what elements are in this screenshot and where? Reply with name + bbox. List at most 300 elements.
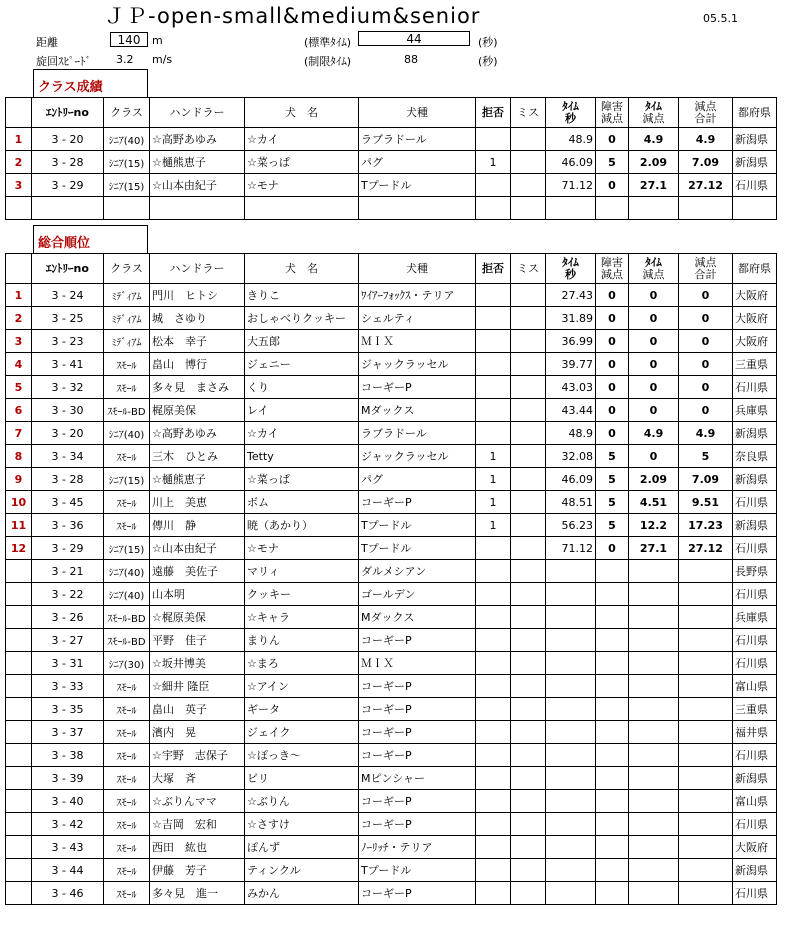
table-cell: Tプードル xyxy=(359,859,476,882)
table-row xyxy=(6,197,777,220)
table-cell: 3 - 27 xyxy=(32,629,104,652)
table-cell: 石川県 xyxy=(733,652,777,675)
table-cell xyxy=(476,698,511,721)
table-cell xyxy=(476,606,511,629)
table-cell: ☆坂井博美 xyxy=(150,652,245,675)
table-row xyxy=(6,284,777,307)
table-cell: 3 - 30 xyxy=(32,399,104,422)
table-cell: 3 - 22 xyxy=(32,583,104,606)
table-cell: 石川県 xyxy=(733,629,777,652)
table-cell: 3 - 42 xyxy=(32,813,104,836)
table-cell: ｽﾓｰﾙ xyxy=(104,353,150,376)
table-cell: 1 xyxy=(476,514,511,537)
table-cell: ビリ xyxy=(245,767,359,790)
table-cell xyxy=(476,629,511,652)
table-cell: 城 さゆり xyxy=(150,307,245,330)
column-header xyxy=(511,254,546,284)
table-cell: ｽﾓｰﾙ xyxy=(104,859,150,882)
table-cell xyxy=(511,721,546,744)
table-cell xyxy=(546,560,596,583)
column-header xyxy=(546,98,596,128)
table-cell xyxy=(476,330,511,353)
table-cell: 石川県 xyxy=(733,744,777,767)
table-cell: 三木 ひとみ xyxy=(150,445,245,468)
column-header xyxy=(511,98,546,128)
table-cell: 3 - 36 xyxy=(32,514,104,537)
table-cell xyxy=(596,197,629,220)
column-header-label: 拒否 xyxy=(482,105,504,119)
std-time-value: 44 xyxy=(358,31,470,46)
table-cell xyxy=(629,583,679,606)
table-cell: 0 xyxy=(629,307,679,330)
table-cell xyxy=(6,629,32,652)
table-cell: ☆モナ xyxy=(245,174,359,197)
table-cell: ＭＩＸ xyxy=(359,330,476,353)
column-header xyxy=(733,98,777,128)
table-cell: 3 - 23 xyxy=(32,330,104,353)
table-cell xyxy=(6,606,32,629)
table-cell xyxy=(511,698,546,721)
table-cell: 9.51 xyxy=(679,491,733,514)
table-row xyxy=(6,744,777,767)
column-header-label: 減点 xyxy=(601,111,623,125)
table-cell: ☆樋熊恵子 xyxy=(150,468,245,491)
table-cell: ｽﾓｰﾙ xyxy=(104,698,150,721)
table-row xyxy=(6,491,777,514)
column-header-label: ｴﾝﾄﾘｰno xyxy=(46,261,89,275)
table-cell: 43.44 xyxy=(546,399,596,422)
table-cell: ｼﾆｱ(40) xyxy=(104,583,150,606)
table-cell xyxy=(679,606,733,629)
table-cell: 福井県 xyxy=(733,721,777,744)
table-cell xyxy=(629,790,679,813)
table-cell: 3 - 20 xyxy=(32,128,104,151)
table-cell xyxy=(476,284,511,307)
table-cell: 門川 ヒトシ xyxy=(150,284,245,307)
table-cell xyxy=(6,675,32,698)
table-row xyxy=(6,859,777,882)
table-cell xyxy=(150,197,245,220)
column-header-label: 減点 xyxy=(694,99,717,113)
column-header-label: 都府県 xyxy=(738,105,771,119)
table-cell: 0 xyxy=(596,376,629,399)
table-cell: コーギーP xyxy=(359,744,476,767)
table-cell xyxy=(511,583,546,606)
column-header-label: ﾀｲﾑ xyxy=(645,99,662,113)
table-cell xyxy=(629,675,679,698)
table-cell: 1 xyxy=(476,468,511,491)
table-cell xyxy=(511,422,546,445)
table-cell: 3 - 37 xyxy=(32,721,104,744)
table-cell: ｼﾆｱ(15) xyxy=(104,151,150,174)
table-cell: 3 - 29 xyxy=(32,537,104,560)
table-cell xyxy=(679,767,733,790)
table-cell xyxy=(679,629,733,652)
table-cell: ☆菜っぱ xyxy=(245,468,359,491)
table-row xyxy=(6,675,777,698)
table-cell: 畠山 博行 xyxy=(150,353,245,376)
table-cell: 43.03 xyxy=(546,376,596,399)
table-cell: 三重県 xyxy=(733,698,777,721)
table-cell: 3 - 31 xyxy=(32,652,104,675)
column-header-label: 障害 xyxy=(601,255,623,269)
table-cell: 7.09 xyxy=(679,468,733,491)
table-cell: ｼﾆｱ(30) xyxy=(104,652,150,675)
table-cell: 大阪府 xyxy=(733,284,777,307)
distance-label: 距離 xyxy=(36,36,58,49)
table-cell: 3 - 32 xyxy=(32,376,104,399)
table-cell: ☆山本由紀子 xyxy=(150,537,245,560)
table-cell: ☆菜っぱ xyxy=(245,151,359,174)
table-cell: 3 - 35 xyxy=(32,698,104,721)
table-cell: 西田 紘也 xyxy=(150,836,245,859)
table-cell xyxy=(6,790,32,813)
column-header-label: ハンドラー xyxy=(169,105,225,119)
table-cell xyxy=(546,606,596,629)
table-cell: 1 xyxy=(476,151,511,174)
table-row xyxy=(6,445,777,468)
std-time-label: (標準ﾀｲﾑ) xyxy=(304,36,352,49)
column-header-label: ハンドラー xyxy=(169,261,225,275)
table-cell: 2 xyxy=(6,307,32,330)
table-cell xyxy=(476,882,511,905)
table-cell: コーギーP xyxy=(359,698,476,721)
table-cell xyxy=(596,675,629,698)
table-cell xyxy=(511,514,546,537)
table-cell xyxy=(679,790,733,813)
column-header-label: 減点 xyxy=(601,267,623,281)
column-header xyxy=(245,98,359,128)
table-cell xyxy=(476,353,511,376)
table-cell: 3 - 25 xyxy=(32,307,104,330)
table-cell: ｽﾓｰﾙ xyxy=(104,675,150,698)
column-header xyxy=(150,254,245,284)
table-cell: 梶原美保 xyxy=(150,399,245,422)
table-cell xyxy=(596,882,629,905)
table-row xyxy=(6,151,777,174)
table-cell xyxy=(511,744,546,767)
table-cell: パグ xyxy=(359,468,476,491)
table-cell: 0 xyxy=(629,330,679,353)
table-cell: 0 xyxy=(679,353,733,376)
table-cell xyxy=(546,197,596,220)
table-cell: 3 - 21 xyxy=(32,560,104,583)
column-header xyxy=(596,98,629,128)
table-row xyxy=(6,330,777,353)
table-cell: ﾉｰﾘｯﾁ・テリア xyxy=(359,836,476,859)
table-cell: くり xyxy=(245,376,359,399)
table-cell: 46.09 xyxy=(546,468,596,491)
table-cell: 石川県 xyxy=(733,376,777,399)
table-row xyxy=(6,790,777,813)
column-header xyxy=(476,254,511,284)
table-cell xyxy=(511,376,546,399)
column-header-label: 秒 xyxy=(565,267,576,281)
column-header xyxy=(476,98,511,128)
table-cell xyxy=(679,836,733,859)
table-cell xyxy=(511,399,546,422)
column-header-label: 合計 xyxy=(694,111,717,125)
table-cell xyxy=(546,767,596,790)
column-header-label: クラス xyxy=(110,261,143,275)
table-cell xyxy=(511,330,546,353)
table-header-row xyxy=(6,98,777,128)
table-cell xyxy=(511,836,546,859)
table-row xyxy=(6,813,777,836)
class-section-title: クラス成績 xyxy=(33,69,148,97)
table-cell xyxy=(596,698,629,721)
table-cell: ｼﾆｱ(15) xyxy=(104,174,150,197)
table-cell: 新潟県 xyxy=(733,767,777,790)
table-cell: 3 - 40 xyxy=(32,790,104,813)
table-cell xyxy=(679,721,733,744)
table-cell: ﾜｲｱｰﾌｫｯｸｽ・テリア xyxy=(359,284,476,307)
table-cell: 傳川 静 xyxy=(150,514,245,537)
table-cell: 48.9 xyxy=(546,128,596,151)
column-header-label: 障害 xyxy=(601,99,623,113)
table-cell: 石川県 xyxy=(733,813,777,836)
column-header xyxy=(6,254,32,284)
table-cell: ☆樋熊恵子 xyxy=(150,151,245,174)
table-cell: シェルティ xyxy=(359,307,476,330)
table-row xyxy=(6,721,777,744)
overall-ranking-table xyxy=(5,253,777,905)
table-cell: ☆梶原美保 xyxy=(150,606,245,629)
table-cell: 39.77 xyxy=(546,353,596,376)
table-cell: 3 - 26 xyxy=(32,606,104,629)
table-cell: 12.2 xyxy=(629,514,679,537)
table-cell xyxy=(596,836,629,859)
table-cell xyxy=(629,882,679,905)
table-cell xyxy=(476,128,511,151)
table-cell: 6 xyxy=(6,399,32,422)
table-cell xyxy=(511,882,546,905)
limit-time-unit: (秒) xyxy=(478,55,498,68)
table-cell xyxy=(104,197,150,220)
column-header xyxy=(679,98,733,128)
table-cell xyxy=(546,744,596,767)
column-header xyxy=(32,98,104,128)
table-cell xyxy=(6,813,32,836)
table-cell xyxy=(359,197,476,220)
table-cell xyxy=(546,675,596,698)
column-header-label: 秒 xyxy=(565,111,576,125)
table-cell: 大阪府 xyxy=(733,307,777,330)
table-cell xyxy=(679,675,733,698)
table-cell: 31.89 xyxy=(546,307,596,330)
table-cell: レイ xyxy=(245,399,359,422)
table-header-row xyxy=(6,254,777,284)
table-cell: 10 xyxy=(6,491,32,514)
table-cell xyxy=(596,790,629,813)
table-cell xyxy=(476,399,511,422)
table-cell xyxy=(629,629,679,652)
table-cell xyxy=(679,698,733,721)
table-cell xyxy=(476,859,511,882)
table-cell xyxy=(6,859,32,882)
table-cell xyxy=(629,197,679,220)
table-cell xyxy=(511,174,546,197)
column-header-label: 犬種 xyxy=(406,261,428,275)
table-cell xyxy=(476,197,511,220)
table-cell: 3 - 29 xyxy=(32,174,104,197)
table-cell: マリィ xyxy=(245,560,359,583)
table-cell: 0 xyxy=(596,128,629,151)
column-header xyxy=(733,254,777,284)
table-cell: 3 - 28 xyxy=(32,151,104,174)
table-cell xyxy=(546,721,596,744)
column-header-label: 減点 xyxy=(642,267,665,281)
table-row xyxy=(6,376,777,399)
table-cell: Mピンシャー xyxy=(359,767,476,790)
table-cell: 2 xyxy=(6,151,32,174)
table-row xyxy=(6,560,777,583)
table-cell: 0 xyxy=(679,284,733,307)
distance-value: 140 xyxy=(110,32,148,47)
table-row xyxy=(6,882,777,905)
table-cell xyxy=(679,813,733,836)
table-cell: 3 - 20 xyxy=(32,422,104,445)
table-cell: 富山県 xyxy=(733,675,777,698)
table-cell: ☆ぶりん xyxy=(245,790,359,813)
table-cell: クッキー xyxy=(245,583,359,606)
table-cell: 4.9 xyxy=(629,422,679,445)
table-cell: 2.09 xyxy=(629,468,679,491)
table-cell xyxy=(546,859,596,882)
table-cell: ＭＩＸ xyxy=(359,652,476,675)
table-row xyxy=(6,174,777,197)
table-cell: 56.23 xyxy=(546,514,596,537)
table-cell: ☆カイ xyxy=(245,128,359,151)
table-cell: 11 xyxy=(6,514,32,537)
table-cell: 兵庫県 xyxy=(733,606,777,629)
table-cell: ｽﾓｰﾙ xyxy=(104,445,150,468)
table-cell: 暁（あかり） xyxy=(245,514,359,537)
table-cell xyxy=(476,790,511,813)
table-cell: ｼﾆｱ(40) xyxy=(104,560,150,583)
column-header xyxy=(32,254,104,284)
table-cell: 71.12 xyxy=(546,537,596,560)
table-cell: 3 xyxy=(6,174,32,197)
table-cell: ｽﾓｰﾙ xyxy=(104,744,150,767)
table-cell: ダルメシアン xyxy=(359,560,476,583)
table-cell: 石川県 xyxy=(733,583,777,606)
table-cell: 3 xyxy=(6,330,32,353)
table-cell xyxy=(476,583,511,606)
table-cell xyxy=(511,537,546,560)
table-cell: 川上 美恵 xyxy=(150,491,245,514)
column-header-label: 犬 名 xyxy=(285,261,318,275)
table-cell xyxy=(596,583,629,606)
table-cell xyxy=(679,197,733,220)
table-cell: 山本明 xyxy=(150,583,245,606)
table-cell: 5 xyxy=(6,376,32,399)
table-cell: 0 xyxy=(629,353,679,376)
table-cell: 3 - 44 xyxy=(32,859,104,882)
table-cell: 0 xyxy=(596,399,629,422)
limit-time-value: 88 xyxy=(404,53,418,66)
table-cell xyxy=(511,151,546,174)
table-cell xyxy=(546,583,596,606)
table-cell: ｽﾓｰﾙ xyxy=(104,813,150,836)
table-cell xyxy=(679,560,733,583)
table-cell: ｽﾓｰﾙ xyxy=(104,790,150,813)
table-cell xyxy=(629,859,679,882)
column-header-label: 犬 名 xyxy=(285,105,318,119)
table-cell: 濱内 晃 xyxy=(150,721,245,744)
table-cell: 36.99 xyxy=(546,330,596,353)
table-cell xyxy=(476,652,511,675)
table-cell: ラブラドール xyxy=(359,128,476,151)
table-cell: ☆キャラ xyxy=(245,606,359,629)
column-header xyxy=(546,254,596,284)
table-cell xyxy=(6,652,32,675)
table-cell: 71.12 xyxy=(546,174,596,197)
table-cell: 27.1 xyxy=(629,174,679,197)
table-cell: 新潟県 xyxy=(733,859,777,882)
table-cell: パグ xyxy=(359,151,476,174)
table-cell: ｼﾆｱ(15) xyxy=(104,537,150,560)
table-cell xyxy=(511,629,546,652)
table-cell: 長野県 xyxy=(733,560,777,583)
table-cell xyxy=(629,744,679,767)
table-cell xyxy=(511,767,546,790)
table-cell: ｼﾆｱ(15) xyxy=(104,468,150,491)
table-cell xyxy=(511,197,546,220)
table-cell: コーギーP xyxy=(359,376,476,399)
table-cell xyxy=(511,790,546,813)
table-cell: Tプードル xyxy=(359,537,476,560)
table-cell xyxy=(546,629,596,652)
table-cell: 5 xyxy=(596,491,629,514)
table-cell: Tプードル xyxy=(359,174,476,197)
table-cell: 大阪府 xyxy=(733,836,777,859)
table-cell: 0 xyxy=(596,537,629,560)
column-header-label: 減点 xyxy=(694,255,717,269)
table-cell: まりん xyxy=(245,629,359,652)
table-cell: 0 xyxy=(629,399,679,422)
table-cell: 8 xyxy=(6,445,32,468)
table-cell: 0 xyxy=(629,376,679,399)
table-cell: Mダックス xyxy=(359,606,476,629)
table-cell xyxy=(476,744,511,767)
column-header-label: ミス xyxy=(517,105,539,119)
table-row xyxy=(6,836,777,859)
std-time-unit: (秒) xyxy=(478,36,498,49)
table-cell: ﾐﾃﾞｨｱﾑ xyxy=(104,284,150,307)
table-cell: 48.51 xyxy=(546,491,596,514)
table-cell: 9 xyxy=(6,468,32,491)
table-cell: 17.23 xyxy=(679,514,733,537)
table-cell: 3 - 34 xyxy=(32,445,104,468)
table-cell xyxy=(546,836,596,859)
table-cell: ☆モナ xyxy=(245,537,359,560)
table-cell xyxy=(245,197,359,220)
table-cell: 大塚 斉 xyxy=(150,767,245,790)
table-cell: 3 - 39 xyxy=(32,767,104,790)
table-cell xyxy=(596,721,629,744)
table-cell: 1 xyxy=(6,284,32,307)
table-cell: 石川県 xyxy=(733,491,777,514)
column-header-label: 犬種 xyxy=(406,105,428,119)
table-cell: 0 xyxy=(629,284,679,307)
table-cell: 大五郎 xyxy=(245,330,359,353)
table-cell: ジャックラッセル xyxy=(359,353,476,376)
table-cell: 兵庫県 xyxy=(733,399,777,422)
table-cell xyxy=(511,128,546,151)
table-cell: コーギーP xyxy=(359,882,476,905)
table-cell: コーギーP xyxy=(359,675,476,698)
